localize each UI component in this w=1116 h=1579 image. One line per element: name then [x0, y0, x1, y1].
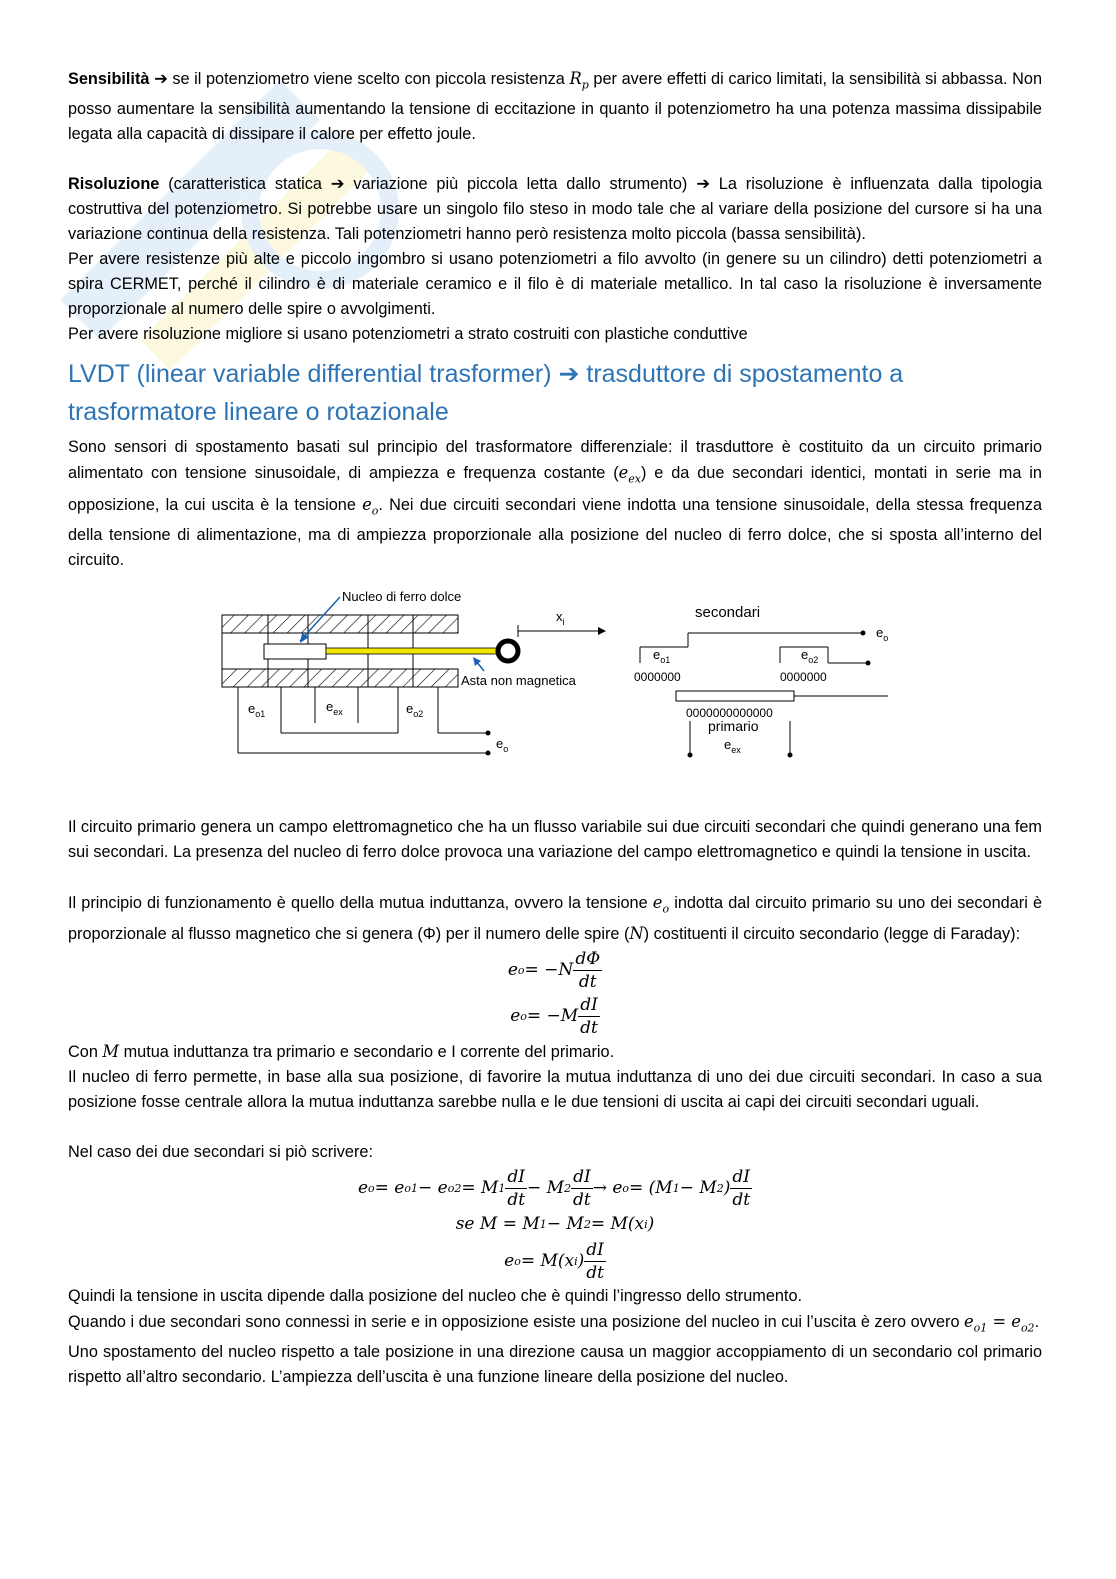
rod-ring: [498, 641, 518, 661]
coil-secondary-left: 0000000: [634, 669, 681, 684]
arrow-icon: ➔: [154, 70, 168, 88]
nucleo-label: Nucleo di ferro dolce: [342, 588, 462, 604]
iron-core: [264, 644, 326, 659]
coil-primary: 0000000000000: [686, 705, 773, 720]
arrow-icon: ➔: [558, 360, 580, 389]
arrow-icon: ➔: [696, 175, 710, 194]
asta-label: Asta non magnetica: [461, 672, 576, 688]
paragraph-quando: Quando i due secondari sono connessi in serie e in opposizione esiste una posizione del nucleo in cui l’uscita è zero ovvero $e_{o1} = e_{o2}$.: [68, 1312, 1040, 1335]
paragraph-sensibilita: Sensibilità ➔ se il potenziometro viene scelto con piccola resistenza $R_p$ per avere effetti di carico limitati, la sensibilità si abbassa. Non posso aumentare la sensibilità aumentando la tensione di eccitazione in quanto il potenziometro ha una potenza massima dissipabile legata alla capacità di dissipare il calore per effetto joule.: [68, 69, 1043, 144]
paragraph-nel-caso: Nel caso dei due secondari si piò scrivere:: [68, 1143, 373, 1161]
right-eo1-label: $e_{o1}$: [653, 646, 671, 665]
paragraph-nucleo-ferro: Il nucleo di ferro permette, in base alla sua posizione, di favorire la mutua induttanza di uno dei due circuiti secondari. In caso a sua posizione fosse centrale allora la mutua induttanza sarebbe nulla e le due tensioni di uscita ai capi dei circuiti secondari uguali.: [68, 1068, 1042, 1111]
eo1-label: $e_{o1}$: [248, 700, 266, 719]
right-eo-label: $e_o$: [876, 624, 889, 643]
paragraph-resistenze-alte: Per avere resistenze più alte e piccolo ingombro si usano potenziometri a filo avvolto (in genere su un cilindro) detti potenziometri a spira CERMET, perché il cilindro è di materiale ceramico e il filo è di materiale metallico. In tal caso la risoluzione è inversamente proporzionale al numero delle spire o avvolgimenti.: [68, 250, 1042, 319]
term-risoluzione: Risoluzione: [68, 175, 160, 194]
lvdt-diagram: [68, 583, 1042, 805]
eo-label: $e_o$: [496, 735, 509, 754]
paragraph-strato: Per avere risoluzione migliore si usano potenziometri a strato costruiti con plastiche conduttive: [68, 325, 748, 344]
paragraph-primario-campo: Il circuito primario genera un campo elettromagnetico che ha un flusso variabile sui due circuiti secondari che quindi generano una fem sui secondari. La presenza del nucleo di ferro dolce provoca una variazione del campo elettromagnetico e quindi la tensione in uscita.: [68, 817, 1042, 861]
right-core: [676, 691, 794, 701]
eex-label: $e_{ex}$: [326, 698, 343, 717]
secondari-label: secondari: [695, 603, 761, 621]
housing-top: [222, 615, 458, 633]
eo2-label: $e_{o2}$: [406, 700, 424, 719]
term-sensibilita: Sensibilità: [68, 70, 150, 88]
paragraph-quindi: Quindi la tensione in uscita dipende dalla posizione del nucleo che è quindi l’ingresso dello strumento.: [68, 1287, 803, 1305]
equation-mutual: e o = −M $\frac{dI}{dt}$: [510, 994, 598, 1038]
paragraph-lvdt-intro: Sono sensori di spostamento basati sul principio del trasformatore differenziale: il trasduttore è costituito da un circuito primario alimentato con tensione sinusoidale, di ampiezza e frequenza costante $(e_{ex})$ e da due secondari identici, montati in serie ma in opposizione, la cui uscita è la tensione $e_o$. Nei due circuiti secondari viene indotta una tensione sinusoidale, della stessa frequenza della tensione di alimentazione, ma di ampiezza proporzionale alla posizione del nucleo di ferro dolce, che si sposta all’interno del circuito.: [68, 438, 1042, 569]
equation-final: e o = M(x i ) $\frac{dI}{dt}$: [504, 1239, 604, 1283]
paragraph-spostamento: Uno spostamento del nucleo rispetto a tale posizione in una direzione causa un maggior accoppiamento di un secondario col primario rispetto all’altro secondario. L’ampiezza dell’uscita è una funzione lineare della posizione del nucleo.: [68, 1343, 1042, 1387]
right-eex-label: $e_{ex}$: [724, 736, 741, 755]
non-magnetic-rod: [326, 648, 506, 654]
lvdt-figure: [68, 583, 1042, 805]
section-heading-lvdt: LVDT (linear variable differential trasformer) ➔ trasduttore di spostamento a trasformatore lineare o rotazionale: [68, 360, 904, 427]
paragraph-con-m: Con M mutua induttanza tra primario e secondario e I corrente del primario.: [68, 1042, 615, 1061]
equation-faraday: e o = −N $\frac{d\Phi}{dt}$: [507, 948, 601, 992]
right-eo2-label: $e_{o2}$: [801, 646, 819, 665]
arrow-icon: ➔: [330, 175, 345, 194]
coil-secondary-right: 0000000: [780, 669, 827, 684]
document-page: [68, 66, 1042, 1390]
equation-se-m: se M = M 1 − M 2 = M(x i ): [455, 1214, 655, 1234]
paragraph-principio: Il principio di funzionamento è quello della mutua induttanza, ovvero la tensione $e_o$ indotta dal circuito primario su uno dei secondari è proporzionale al flusso magnetico che si genera (Φ) per il numero delle spire (N) costituenti il circuito secondario (legge di Faraday):: [68, 892, 1043, 943]
primario-label: primario: [708, 717, 759, 734]
housing-bottom: [222, 669, 458, 687]
equation-differential: e o = e o1 − e o2 = M 1 $\frac{dI}{dt}$ − M 2 $\frac{dI}{dt}$ → e o = (M 1 − M 2 ) $\frac{dI}{dt}$: [357, 1166, 751, 1210]
paragraph-risoluzione: Risoluzione (caratteristica statica ➔ variazione più piccola letta dallo strumento) ➔ La risoluzione è influenzata dalla tipologia costruttiva del potenziometro. Si potrebbe usare un singolo filo steso in modo tale che al variare della posizione del cursore si ha una variazione continua della resistenza. Tali potenziometri hanno però resistenza molto piccola (bassa sensibilità).: [68, 175, 1042, 244]
xi-label: $x_i$: [556, 608, 565, 627]
